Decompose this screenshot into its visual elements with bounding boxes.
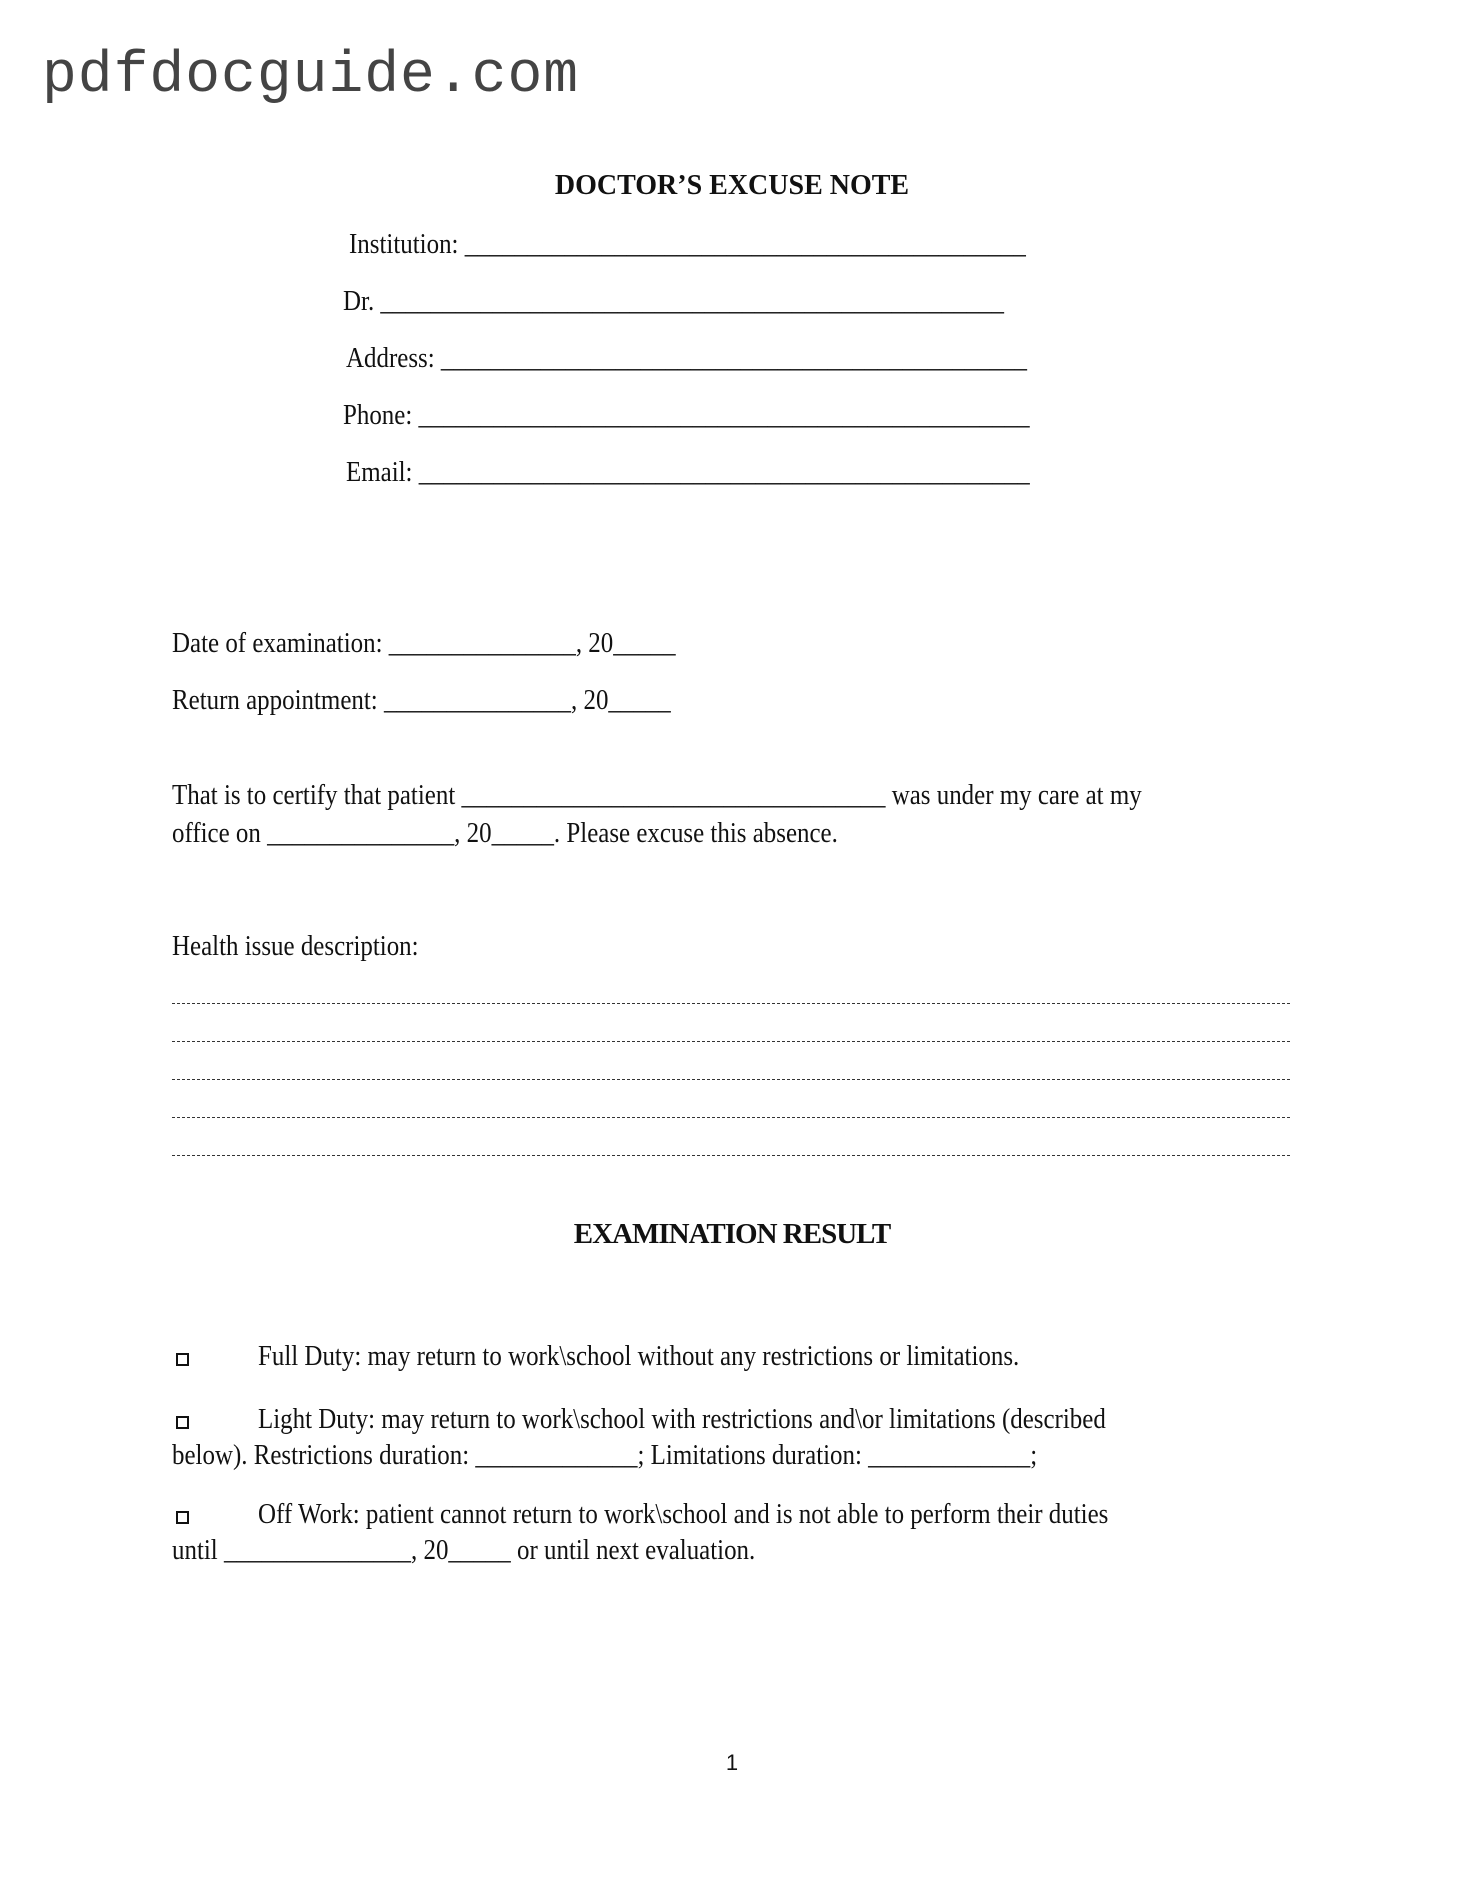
certification-line-2[interactable]: office on _______________, 20_____. Please excuse this absence.	[172, 817, 838, 849]
examination-date-field[interactable]: Date of examination: _______________, 20_____	[172, 627, 676, 659]
page-number: 1	[725, 1750, 739, 1775]
document-title: DOCTOR’S EXCUSE NOTE	[554, 170, 910, 201]
off-work-until-field[interactable]: until _______________, 20_____ or until next evaluation.	[172, 1534, 756, 1566]
full-duty-checkbox[interactable]	[176, 1353, 189, 1366]
light-duty-checkbox[interactable]	[176, 1416, 189, 1429]
doctor-field[interactable]: Dr. __________________________________________________	[343, 285, 1004, 317]
full-duty-label: Full Duty: may return to work\school without any restrictions or limitations.	[258, 1340, 1020, 1372]
health-issue-label: Health issue description:	[172, 930, 419, 962]
off-work-label: Off Work: patient cannot return to work\school and is not able to perform their duties	[258, 1498, 1109, 1530]
health-issue-line-1[interactable]	[172, 1003, 1290, 1004]
institution-field[interactable]: Institution: _____________________________________________	[349, 228, 1026, 260]
phone-field[interactable]: Phone: _________________________________________________	[343, 399, 1030, 431]
health-issue-line-5[interactable]	[172, 1155, 1290, 1156]
health-issue-line-3[interactable]	[172, 1079, 1290, 1080]
certification-line-1[interactable]: That is to certify that patient __________________________________ was under my care at my	[172, 779, 1142, 811]
examination-result-title: EXAMINATION RESULT	[573, 1218, 891, 1250]
light-duty-label: Light Duty: may return to work\school with restrictions and\or limitations (described	[258, 1403, 1106, 1435]
site-watermark: pdfdocguide.com	[42, 44, 580, 109]
email-field[interactable]: Email: _________________________________________________	[346, 456, 1030, 488]
light-duty-durations[interactable]: below). Restrictions duration: _____________; Limitations duration: _____________;	[172, 1439, 1038, 1471]
address-field[interactable]: Address: _______________________________________________	[346, 342, 1027, 374]
return-appointment-field[interactable]: Return appointment: _______________, 20_____	[172, 684, 671, 716]
off-work-checkbox[interactable]	[176, 1511, 189, 1524]
health-issue-line-2[interactable]	[172, 1041, 1290, 1042]
health-issue-line-4[interactable]	[172, 1117, 1290, 1118]
